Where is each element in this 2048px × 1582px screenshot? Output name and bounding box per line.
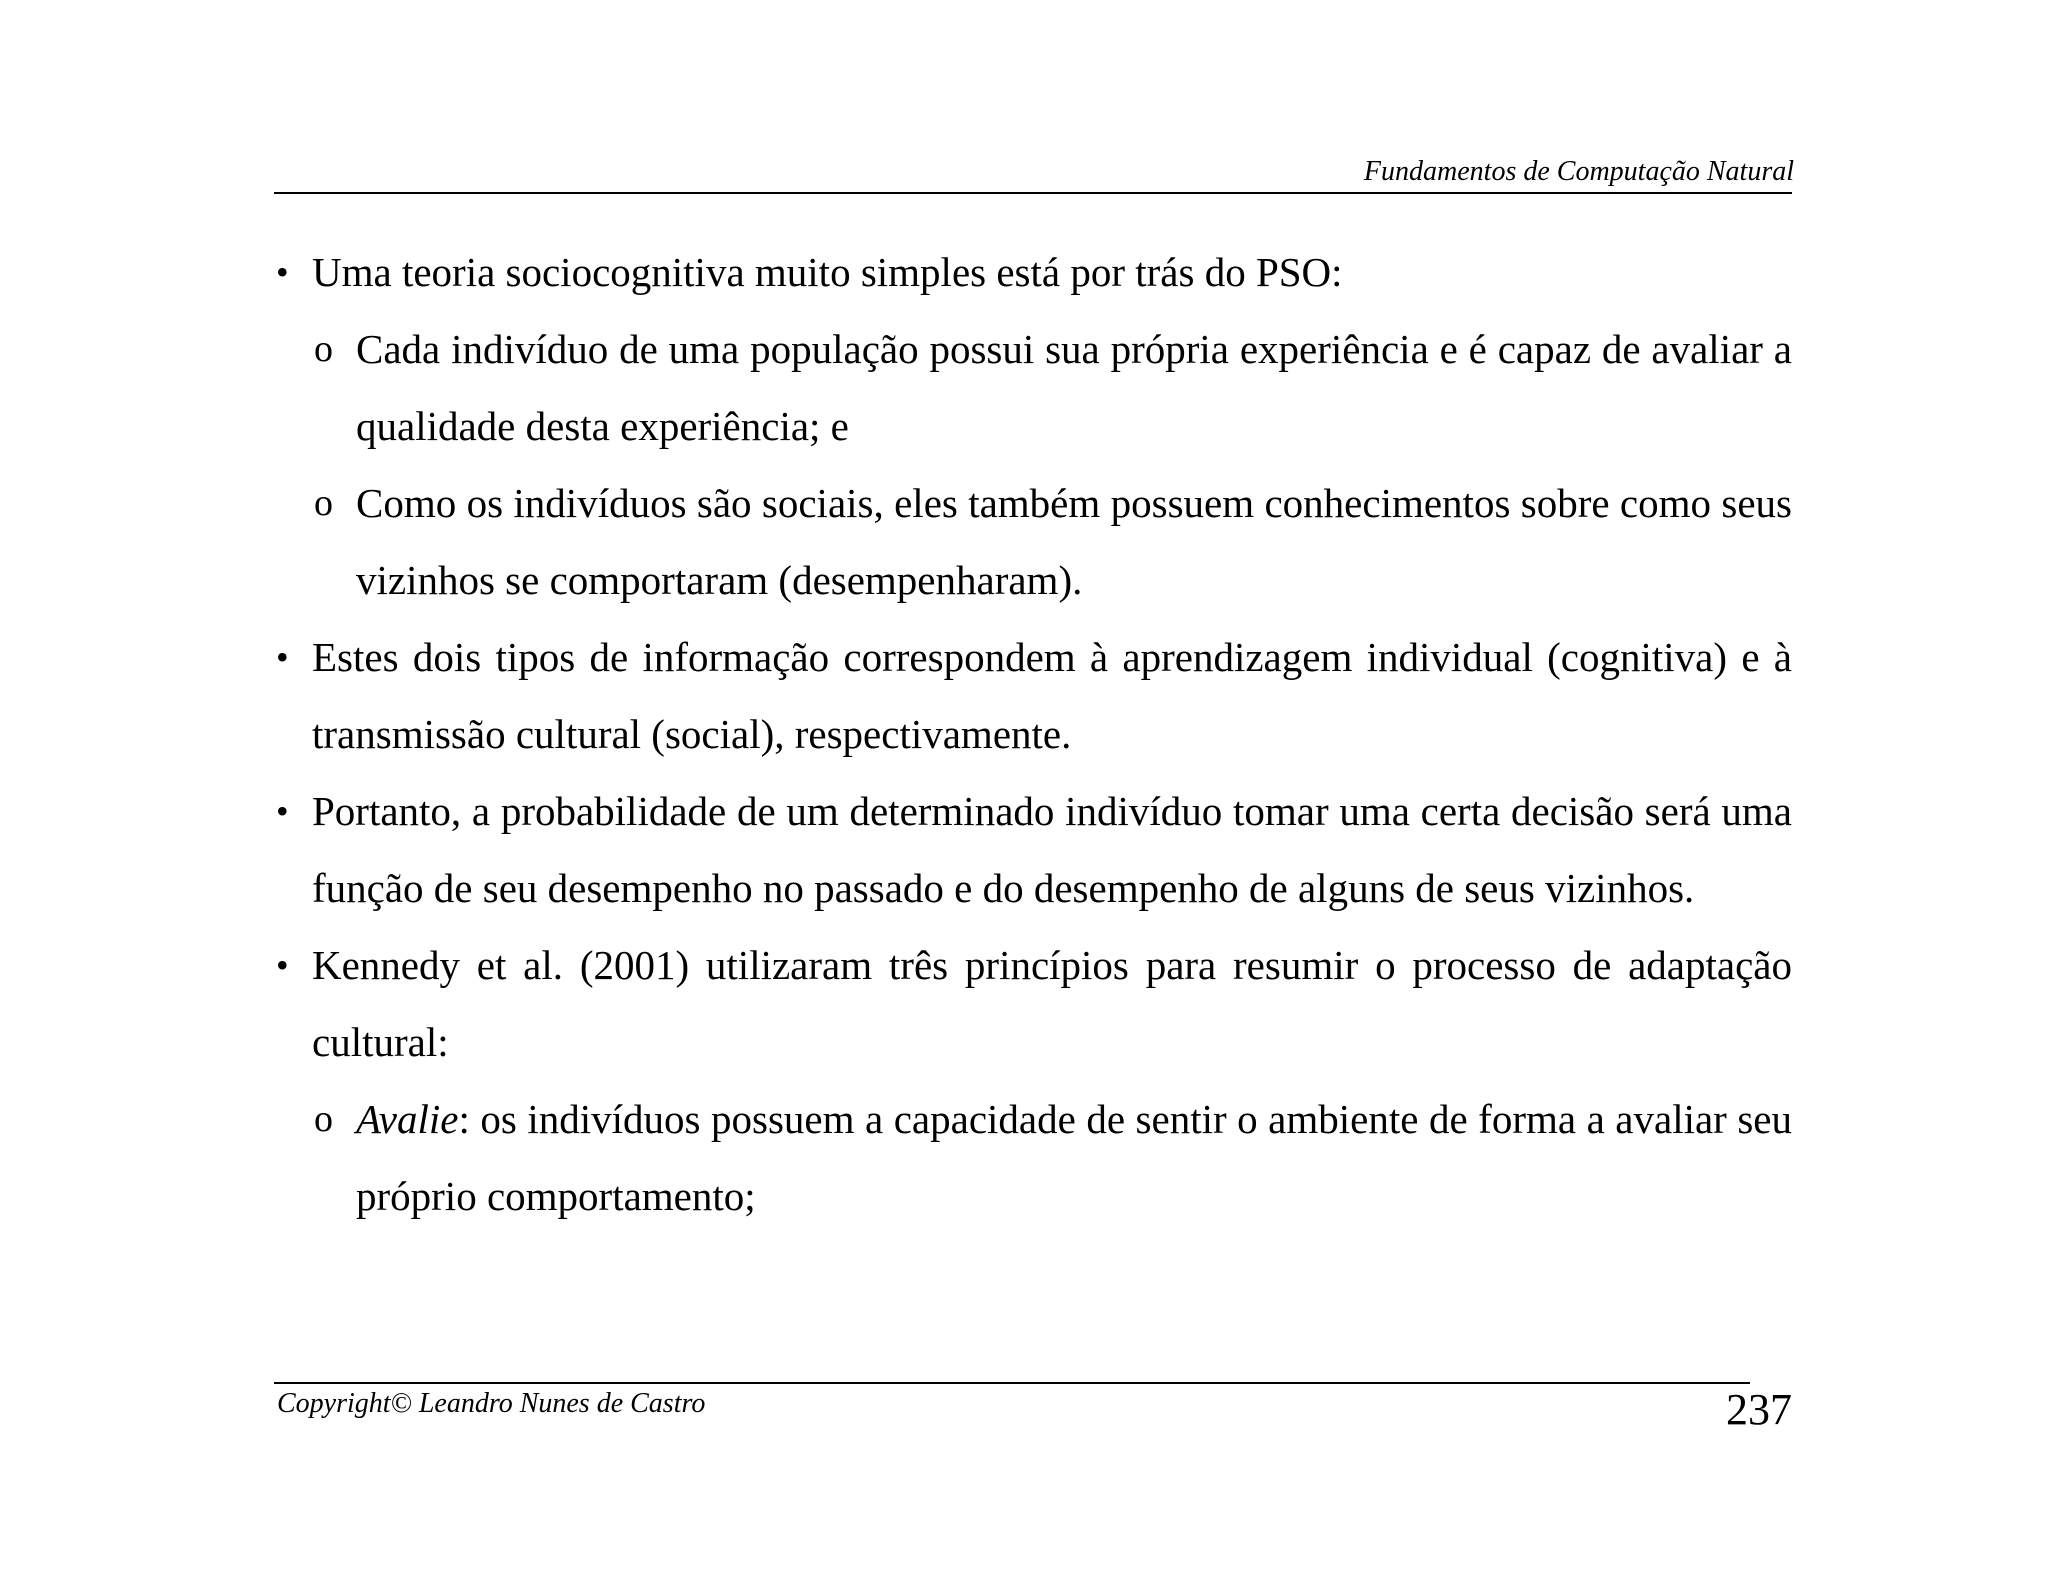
bullet-text: Estes dois tipos de informação correspondem à aprendizagem individual (cognitiva) e à transmissão cultural (social), respectivamente. <box>312 634 1792 757</box>
subitem-text: : os indivíduos possuem a capacidade de sentir o ambiente de forma a avaliar seu próprio comportamento; <box>356 1096 1792 1219</box>
bullet-marker: • <box>276 945 289 985</box>
bullet-marker: • <box>276 252 289 292</box>
bullet-item-decision-probability <box>274 773 1792 927</box>
subitem-text: Como os indivíduos são sociais, eles também possuem conhecimentos sobre como seus vizinhos se comportaram (desempenharam). <box>356 480 1792 603</box>
subitem-social-knowledge <box>274 465 1792 619</box>
subitem-individual-experience <box>274 311 1792 465</box>
subitem-text: Cada indivíduo de uma população possui sua própria experiência e é capaz de avaliar a qualidade desta experiência; e <box>356 326 1792 449</box>
principle-term: Avalie <box>356 1096 459 1142</box>
subitem-marker: o <box>314 1098 333 1140</box>
page-body <box>274 234 1792 1235</box>
bullet-marker: • <box>276 637 289 677</box>
bullet-marker: • <box>276 791 289 831</box>
bullet-item-kennedy-principles <box>274 927 1792 1081</box>
footer-copyright: Copyright© Leandro Nunes de Castro <box>277 1388 706 1419</box>
bullet-item-information-types <box>274 619 1792 773</box>
footer-divider <box>274 1382 1750 1384</box>
bullet-item-sociocognitive-theory <box>274 234 1792 311</box>
bullet-text: Uma teoria sociocognitiva muito simples está por trás do PSO: <box>312 249 1343 295</box>
bullet-text: Portanto, a probabilidade de um determinado indivíduo tomar uma certa decisão será uma função de seu desempenho no passado e do desempenho de alguns de seus vizinhos. <box>312 788 1792 911</box>
running-header-title: Fundamentos de Computação Natural <box>1363 156 1794 187</box>
page-number: 237 <box>1726 1385 1792 1434</box>
subitem-marker: o <box>314 328 333 370</box>
subitem-evaluate-principle <box>274 1081 1792 1235</box>
header-divider <box>274 192 1792 194</box>
bullet-text: Kennedy et al. (2001) utilizaram três princípios para resumir o processo de adaptação cultural: <box>312 942 1792 1065</box>
subitem-marker: o <box>314 482 333 524</box>
